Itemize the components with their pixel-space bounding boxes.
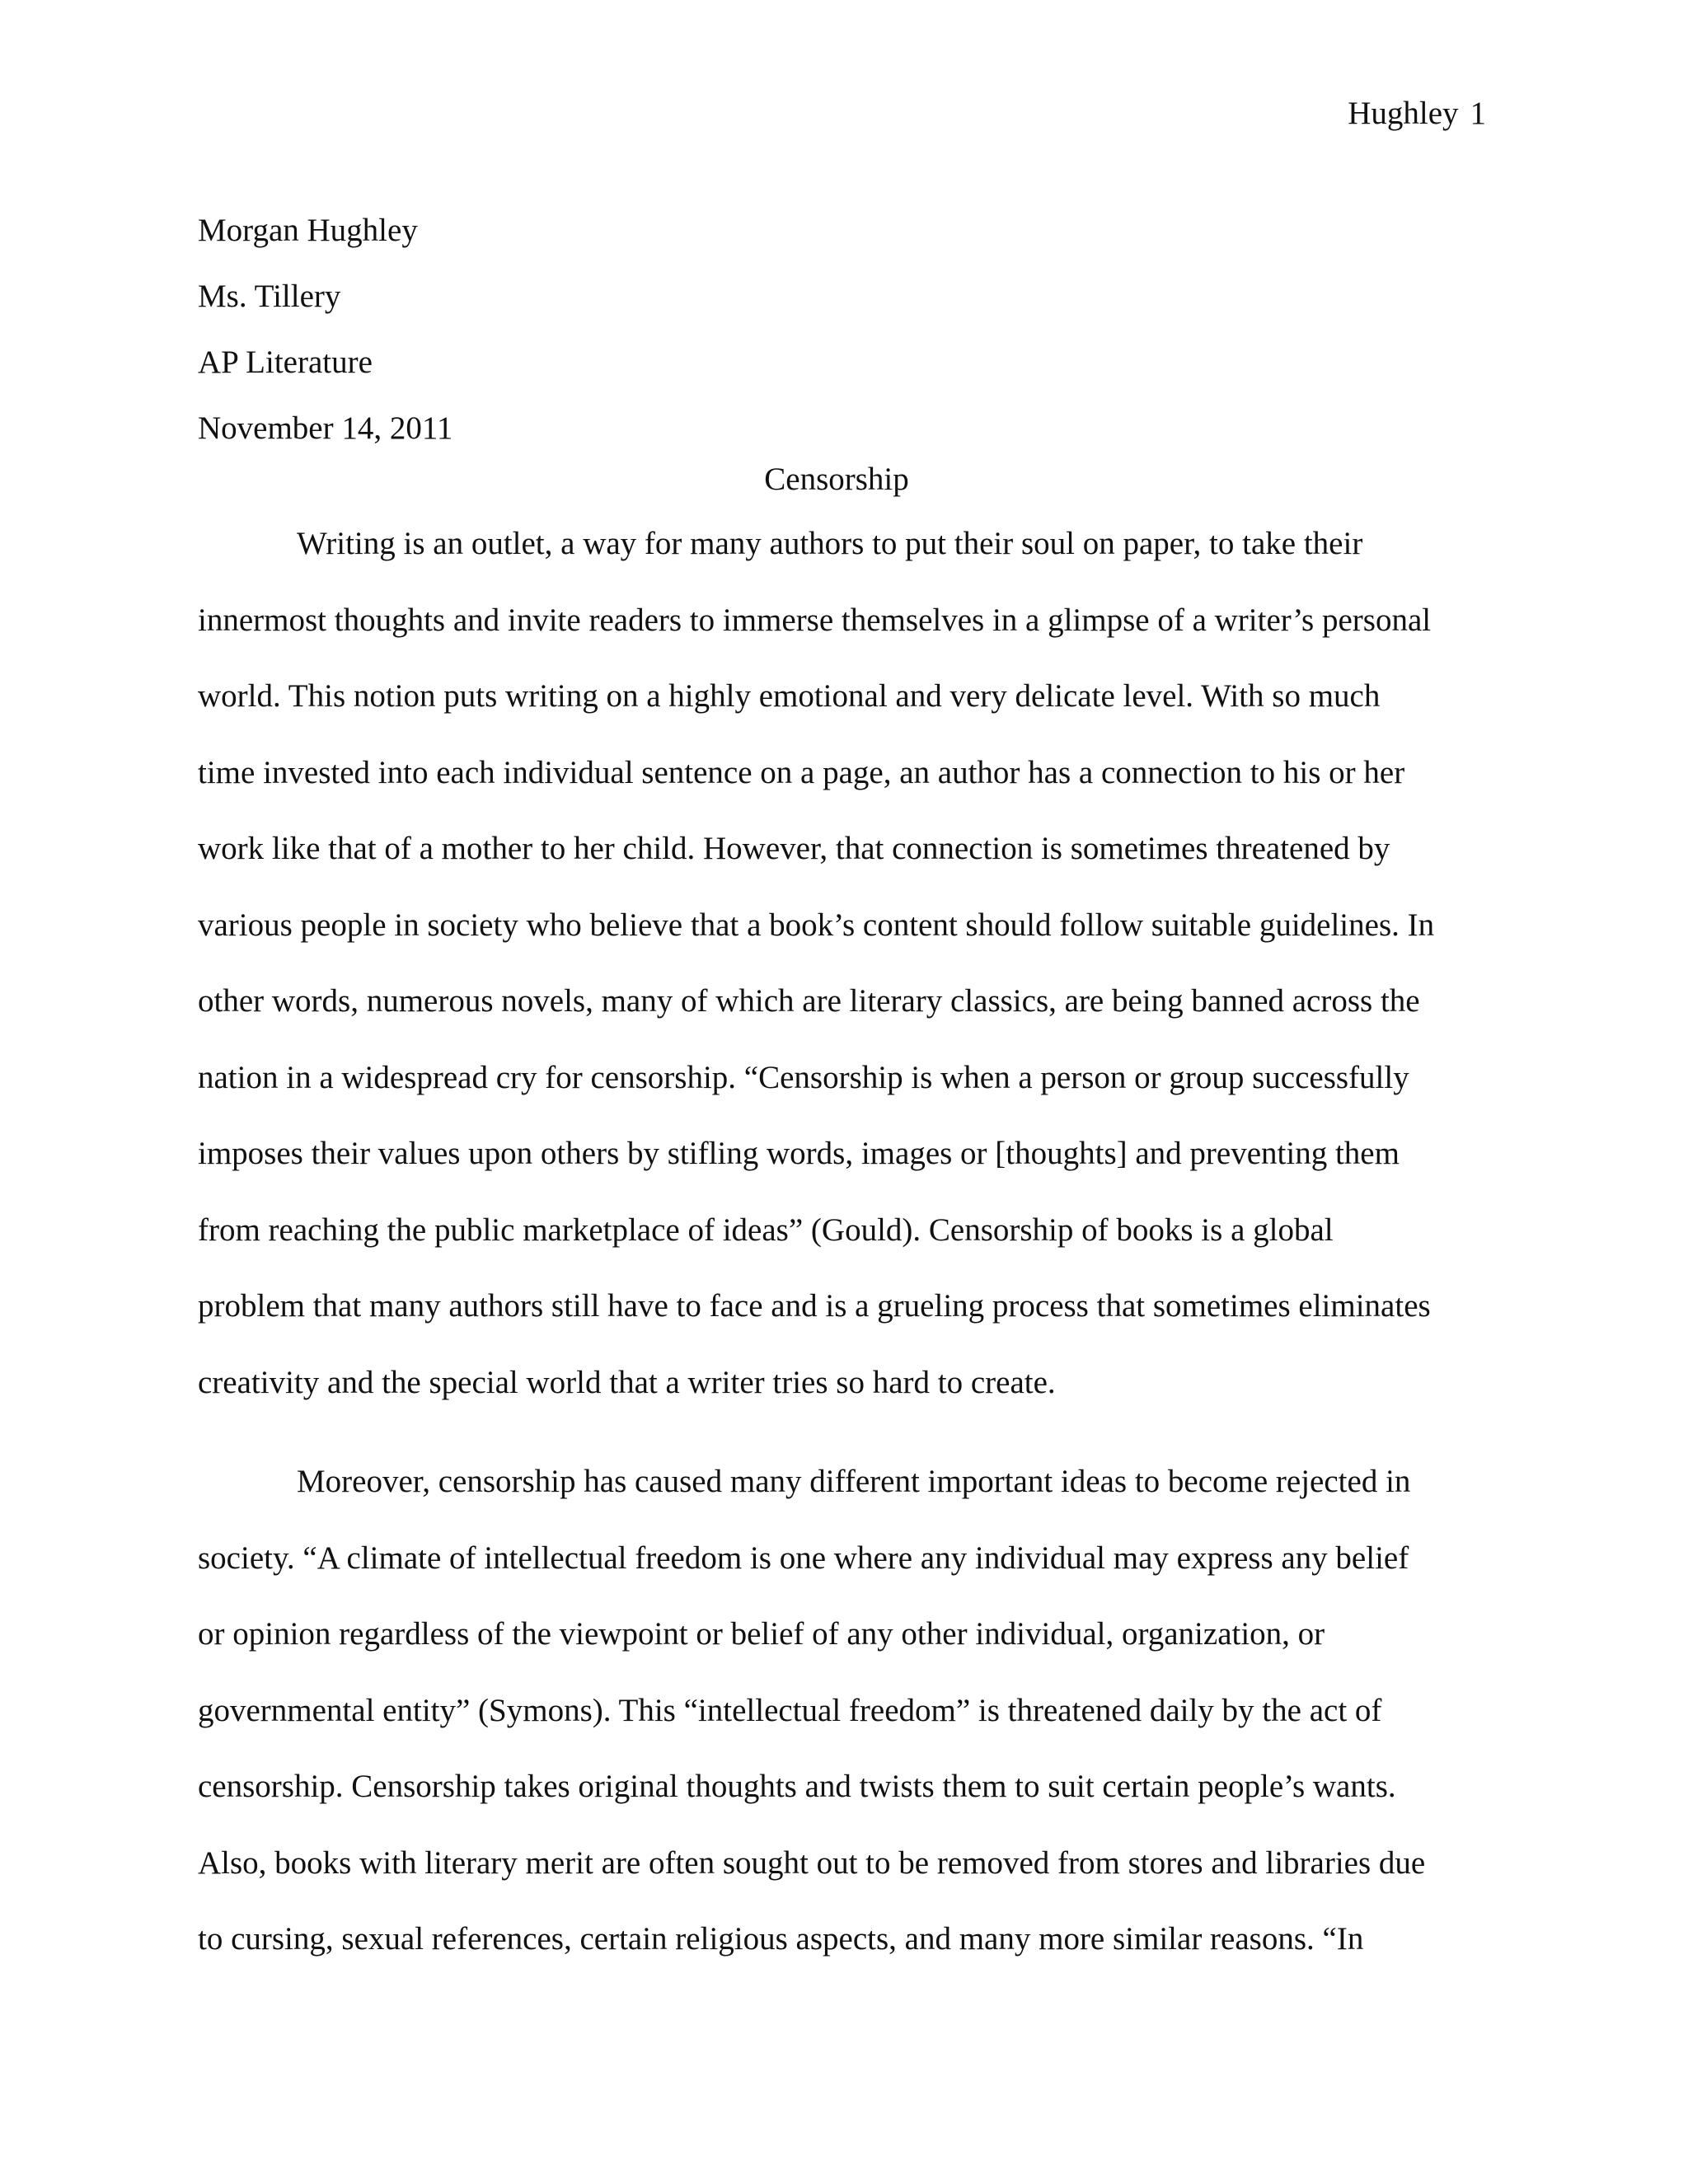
header-surname: Hughley	[1348, 96, 1459, 131]
paragraph-1	[198, 506, 1492, 1421]
text-line: Also, books with literary merit are often sought out to be removed from stores and libraries due	[198, 1844, 1426, 1881]
text-line: society. “A climate of intellectual freedom is one where any individual may express any belief	[198, 1540, 1409, 1576]
text-line: nation in a widespread cry for censorship. “Censorship is when a person or group successfully	[198, 1059, 1409, 1095]
page-number: 1	[1470, 96, 1486, 131]
text-line: creativity and the special world that a writer tries so hard to create.	[198, 1364, 1056, 1400]
text-line: world. This notion puts writing on a highly emotional and very delicate level. With so much	[198, 678, 1381, 714]
text-line: or opinion regardless of the viewpoint or belief of any other individual, organization, or	[198, 1616, 1325, 1652]
text-line: censorship. Censorship takes original thoughts and twists them to suit certain people’s wants.	[198, 1769, 1396, 1804]
essay-date: November 14, 2011	[198, 410, 453, 446]
text-line: to cursing, sexual references, certain religious aspects, and many more similar reasons. “In	[198, 1921, 1364, 1957]
text-line: work like that of a mother to her child. However, that connection is sometimes threatened by	[198, 831, 1390, 866]
paragraph-2	[198, 1444, 1492, 1978]
running-header	[1348, 97, 1486, 129]
teacher-name: Ms. Tillery	[198, 279, 341, 314]
text-line: other words, numerous novels, many of which are literary classics, are being banned across the	[198, 983, 1420, 1019]
text-line: Moreover, censorship has caused many different important ideas to become rejected in	[297, 1464, 1411, 1499]
text-line: governmental entity” (Symons). This “intellectual freedom” is threatened daily by the act of	[198, 1692, 1382, 1728]
student-name: Morgan Hughley	[198, 213, 418, 248]
text-line: time invested into each individual sentence on a page, an author has a connection to his or her	[198, 754, 1405, 790]
essay-title: Censorship	[764, 462, 909, 497]
text-line: imposes their values upon others by stifling words, images or [thoughts] and preventing them	[198, 1136, 1400, 1171]
mla-heading	[198, 198, 452, 462]
text-line: problem that many authors still have to face and is a grueling process that sometimes eliminates	[198, 1288, 1431, 1324]
course-name: AP Literature	[198, 344, 373, 380]
text-line: Writing is an outlet, a way for many authors to put their soul on paper, to take their	[297, 526, 1363, 561]
text-line: innermost thoughts and invite readers to immerse themselves in a glimpse of a writer’s personal	[198, 602, 1432, 638]
text-line: various people in society who believe that a book’s content should follow suitable guidelines. In	[198, 907, 1435, 943]
text-line: from reaching the public marketplace of ideas” (Gould). Censorship of books is a global	[198, 1212, 1334, 1248]
